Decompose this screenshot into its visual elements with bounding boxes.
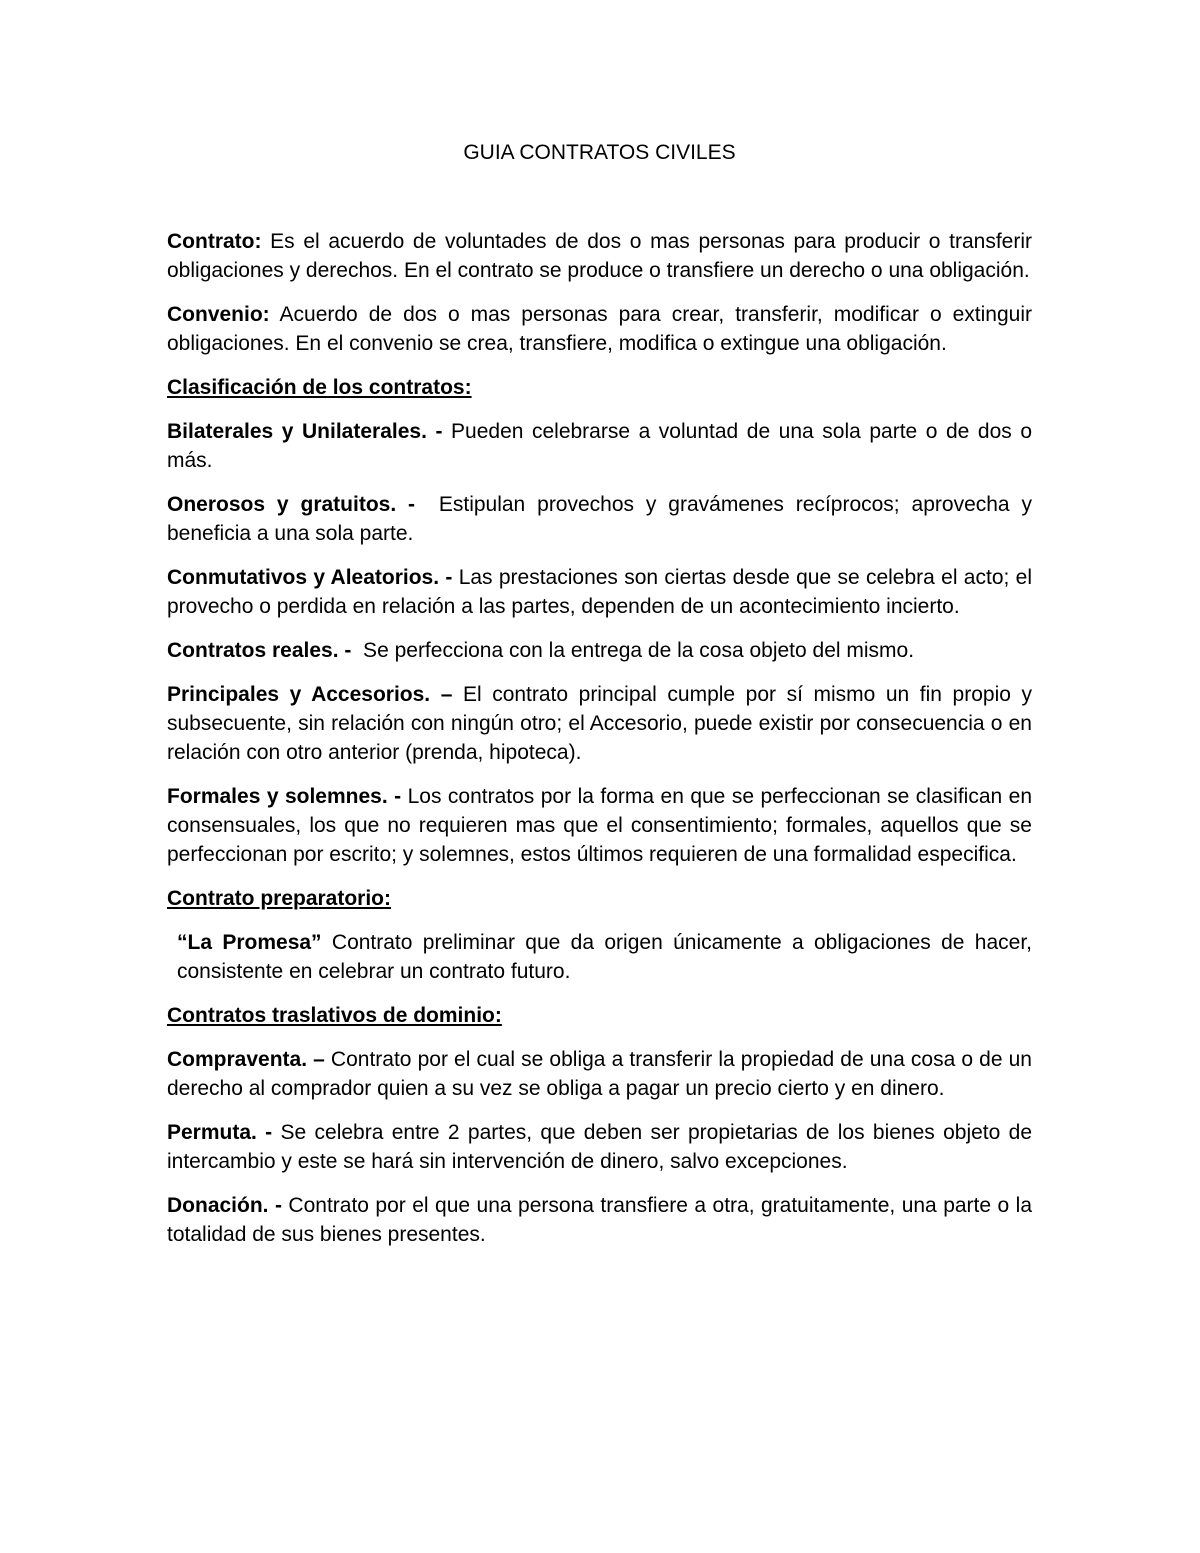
translative-item <box>167 1118 1032 1176</box>
classification-text: El contrato principal cumple por sí mismo un fin propio y subsecuente, sin relación con ningún otro; el Accesorio, puede existir por consecuencia o en relación con otro anterior (prenda, hipoteca). <box>167 683 1032 764</box>
definition-contrato <box>167 227 1032 285</box>
document-page <box>167 138 1038 1264</box>
classification-term: Onerosos y gratuitos. - <box>167 493 416 516</box>
classification-term: Principales y Accesorios. – <box>167 683 453 706</box>
translative-term: Donación. - <box>167 1194 282 1217</box>
classification-item <box>167 417 1032 475</box>
classification-text: Pueden celebrarse a voluntad de una sola parte o de dos o más. <box>167 420 1032 472</box>
definition-text: Es el acuerdo de voluntades de dos o mas personas para producir o transferir obligaciones y derechos. En el contrato se produce o transfiere un derecho o una obligación. <box>167 230 1032 282</box>
definition-term: Contrato: <box>167 230 262 253</box>
translative-text: Se celebra entre 2 partes, que deben ser propietarias de los bienes objeto de intercambio y este se hará sin intervención de dinero, salvo excepciones. <box>167 1121 1032 1173</box>
classification-item <box>167 563 1032 621</box>
classification-item <box>167 782 1032 869</box>
preparatory-item <box>167 928 1032 986</box>
preparatory-term: “La Promesa” <box>177 931 322 954</box>
classification-item <box>167 680 1032 767</box>
classification-term: Bilaterales y Unilaterales. - <box>167 420 443 443</box>
classification-text: Las prestaciones son ciertas desde que se celebra el acto; el provecho o perdida en relación a las partes, dependen de un acontecimiento incierto. <box>167 566 1032 618</box>
classification-text: Estipulan provechos y gravámenes recíprocos; aprovecha y beneficia a una sola parte. <box>167 493 1038 545</box>
translative-text: Contrato por el que una persona transfiere a otra, gratuitamente, una parte o la totalidad de sus bienes presentes. <box>167 1194 1033 1246</box>
translative-term: Compraventa. – <box>167 1048 325 1071</box>
definition-convenio <box>167 300 1032 358</box>
translative-item <box>167 1191 1032 1249</box>
classification-text: Se perfecciona con la entrega de la cosa objeto del mismo. <box>351 639 915 662</box>
classification-term: Contratos reales. - <box>167 639 352 662</box>
section-heading-preparatory: Contrato preparatorio: <box>167 887 392 910</box>
classification-item <box>167 490 1038 548</box>
classification-item <box>167 636 1032 665</box>
classification-text: Los contratos por la forma en que se perfeccionan se clasifican en consensuales, los que no requieren mas que el consentimiento; formales, aquellos que se perfeccionan por escrito; y solemnes, estos últimos requieren de una formalidad especifica. <box>167 785 1032 866</box>
definition-text: Acuerdo de dos o mas personas para crear, transferir, modificar o extinguir obligaciones. En el convenio se crea, transfiere, modifica o extingue una obligación. <box>167 303 1032 355</box>
classification-term: Conmutativos y Aleatorios. - <box>167 566 453 589</box>
translative-item <box>167 1045 1032 1103</box>
document-title: GUIA CONTRATOS CIVILES <box>463 141 736 164</box>
translative-term: Permuta. - <box>167 1121 273 1144</box>
definition-term: Convenio: <box>167 303 270 326</box>
classification-term: Formales y solemnes. - <box>167 785 402 808</box>
section-heading-classification: Clasificación de los contratos: <box>167 376 472 399</box>
preparatory-text: Contrato preliminar que da origen únicamente a obligaciones de hacer, consistente en celebrar un contrato futuro. <box>177 931 1032 983</box>
translative-text: Contrato por el cual se obliga a transferir la propiedad de una cosa o de un derecho al comprador quien a su vez se obliga a pagar un precio cierto y en dinero. <box>167 1048 1032 1100</box>
section-heading-translative: Contratos traslativos de dominio: <box>167 1004 502 1027</box>
